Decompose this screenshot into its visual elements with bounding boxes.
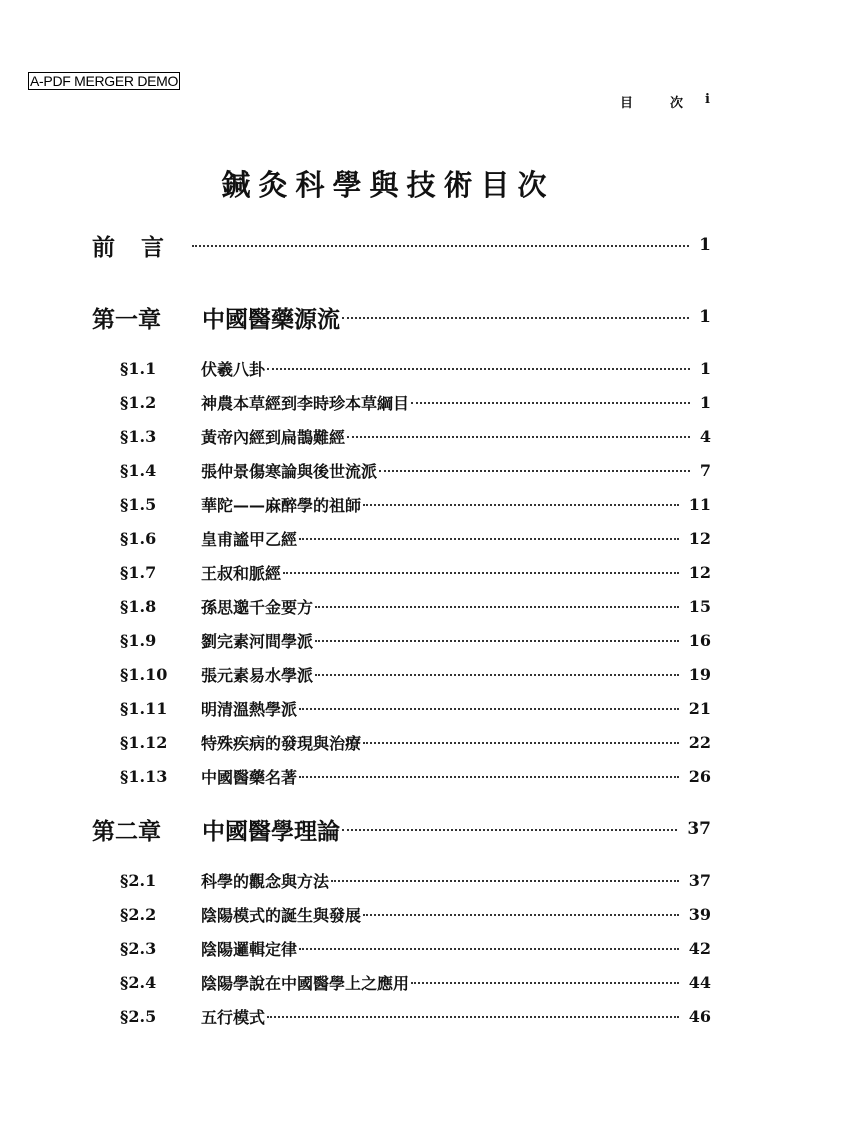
leader-dots bbox=[363, 742, 679, 744]
section-number: §1.6 bbox=[120, 528, 157, 548]
toc-chapter-row[interactable] bbox=[0, 303, 866, 331]
toc-section-row[interactable] bbox=[0, 354, 866, 382]
preface-label: 前言 bbox=[92, 234, 190, 261]
section-title: 張元素易水學派 bbox=[201, 665, 314, 685]
section-title: 皇甫謐甲乙經 bbox=[201, 529, 298, 549]
leader-dots bbox=[267, 368, 690, 370]
section-number: §1.5 bbox=[120, 494, 157, 514]
toc-chapter-row[interactable] bbox=[0, 815, 866, 843]
toc-section-row[interactable] bbox=[0, 388, 866, 416]
section-title: 陰陽學說在中國醫學上之應用 bbox=[201, 973, 410, 993]
leader-dots bbox=[411, 982, 679, 984]
page-number: 16 bbox=[688, 630, 711, 650]
section-number: §1.3 bbox=[120, 426, 157, 446]
leader-dots bbox=[192, 245, 689, 247]
section-number: §1.10 bbox=[120, 664, 168, 684]
toc-preface-row[interactable] bbox=[0, 231, 866, 259]
section-number: §1.12 bbox=[120, 732, 168, 752]
page-number: 1 bbox=[699, 358, 711, 378]
section-title: 孫思邈千金要方 bbox=[201, 597, 314, 617]
chapter-number: 第二章 bbox=[92, 818, 161, 845]
page-number: 15 bbox=[688, 596, 711, 616]
section-number: §1.8 bbox=[120, 596, 157, 616]
section-number: §1.1 bbox=[120, 358, 157, 378]
leader-dots bbox=[299, 776, 679, 778]
toc-section-row[interactable] bbox=[0, 968, 866, 996]
leader-dots bbox=[347, 436, 690, 438]
leader-dots bbox=[315, 606, 679, 608]
page-number: 1 bbox=[699, 235, 711, 255]
leader-dots bbox=[363, 504, 679, 506]
leader-dots bbox=[299, 538, 679, 540]
page-number: 19 bbox=[688, 664, 711, 684]
page-number: 46 bbox=[688, 1006, 711, 1026]
toc-section-row[interactable] bbox=[0, 1002, 866, 1030]
toc-section-row[interactable] bbox=[0, 592, 866, 620]
page-number: 4 bbox=[699, 426, 711, 446]
page-title-text: 鍼灸科學與技術目次 bbox=[221, 168, 555, 202]
toc-section-row[interactable] bbox=[0, 934, 866, 962]
leader-dots bbox=[342, 317, 689, 319]
page-number: 37 bbox=[688, 870, 711, 890]
toc-section-row[interactable] bbox=[0, 866, 866, 894]
toc-section-row[interactable] bbox=[0, 524, 866, 552]
chapter-title: 中國醫藥源流 bbox=[202, 306, 340, 333]
running-head-left: 目 bbox=[620, 96, 634, 111]
section-title: 伏羲八卦 bbox=[201, 359, 266, 379]
section-number: §2.2 bbox=[120, 904, 157, 924]
section-title: 明清溫熱學派 bbox=[201, 699, 298, 719]
page-number: 42 bbox=[688, 938, 711, 958]
page-number: 37 bbox=[687, 819, 711, 839]
leader-dots bbox=[363, 914, 679, 916]
toc-section-row[interactable] bbox=[0, 694, 866, 722]
section-number: §1.13 bbox=[120, 766, 168, 786]
section-title: 神農本草經到李時珍本草綱目 bbox=[201, 393, 410, 413]
page-number: 12 bbox=[688, 562, 711, 582]
page-number: 26 bbox=[688, 766, 711, 786]
toc-section-row[interactable] bbox=[0, 900, 866, 928]
section-title: 王叔和脈經 bbox=[201, 563, 282, 583]
section-title: 科學的觀念與方法 bbox=[201, 871, 330, 891]
section-number: §1.4 bbox=[120, 460, 157, 480]
leader-dots bbox=[315, 640, 679, 642]
section-number: §2.3 bbox=[120, 938, 157, 958]
section-number: §1.9 bbox=[120, 630, 157, 650]
section-number: §2.1 bbox=[120, 870, 157, 890]
chapter-number: 第一章 bbox=[92, 306, 161, 333]
section-title: 五行模式 bbox=[201, 1007, 266, 1027]
section-number: §2.4 bbox=[120, 972, 157, 992]
leader-dots bbox=[299, 948, 679, 950]
section-number: §1.2 bbox=[120, 392, 157, 412]
section-title: 劉完素河間學派 bbox=[201, 631, 314, 651]
toc-section-row[interactable] bbox=[0, 490, 866, 518]
leader-dots bbox=[342, 829, 677, 831]
toc-section-row[interactable] bbox=[0, 728, 866, 756]
page-number: 11 bbox=[688, 494, 711, 514]
page-number: 1 bbox=[699, 307, 711, 327]
page-number: 22 bbox=[688, 732, 711, 752]
toc-section-row[interactable] bbox=[0, 422, 866, 450]
section-title: 中國醫藥名著 bbox=[201, 767, 298, 787]
running-head-middle: 次 bbox=[670, 96, 684, 111]
section-number: §1.7 bbox=[120, 562, 157, 582]
running-head-page: i bbox=[705, 92, 710, 107]
leader-dots bbox=[299, 708, 679, 710]
section-title: 特殊疾病的發現與治療 bbox=[201, 733, 362, 753]
leader-dots bbox=[331, 880, 679, 882]
section-title: 張仲景傷寒論與後世流派 bbox=[201, 461, 378, 481]
section-number: §1.11 bbox=[120, 698, 168, 718]
section-number: §2.5 bbox=[120, 1006, 157, 1026]
toc-section-row[interactable] bbox=[0, 660, 866, 688]
page-title bbox=[0, 163, 866, 204]
page-number: 12 bbox=[688, 528, 711, 548]
toc-section-row[interactable] bbox=[0, 558, 866, 586]
section-title: 陰陽邏輯定律 bbox=[201, 939, 298, 959]
page-number: 44 bbox=[688, 972, 711, 992]
section-title: 華陀——麻醉學的祖師 bbox=[201, 495, 362, 515]
page-number: 1 bbox=[699, 392, 711, 412]
watermark-label: A-PDF MERGER DEMO bbox=[30, 73, 179, 89]
leader-dots bbox=[283, 572, 679, 574]
section-title: 陰陽模式的誕生與發展 bbox=[201, 905, 362, 925]
chapter-title: 中國醫學理論 bbox=[202, 818, 340, 845]
leader-dots bbox=[411, 402, 690, 404]
toc-section-row[interactable] bbox=[0, 762, 866, 790]
leader-dots bbox=[315, 674, 679, 676]
page-number: 39 bbox=[688, 904, 711, 924]
leader-dots bbox=[267, 1016, 679, 1018]
page-number: 7 bbox=[699, 460, 711, 480]
toc-section-row[interactable] bbox=[0, 456, 866, 484]
section-title: 黃帝內經到扁鵲難經 bbox=[201, 427, 346, 447]
leader-dots bbox=[379, 470, 690, 472]
page-number: 21 bbox=[688, 698, 711, 718]
toc-section-row[interactable] bbox=[0, 626, 866, 654]
